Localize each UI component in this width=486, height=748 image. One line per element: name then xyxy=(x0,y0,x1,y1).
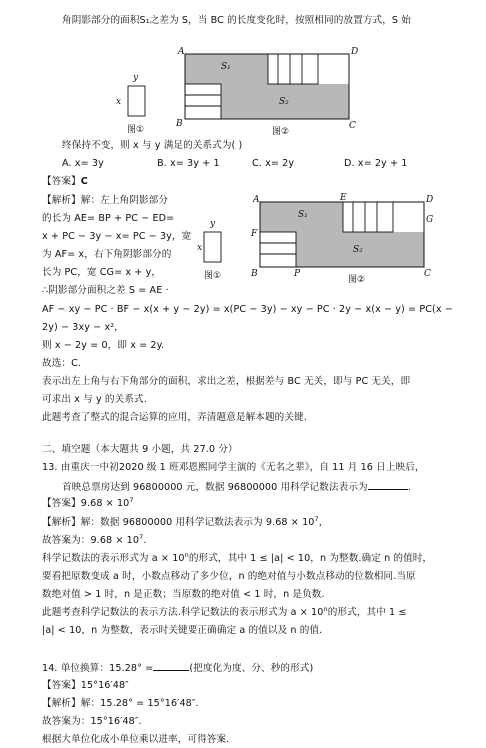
q13-explain-2: 故答案为：$9.68 \times 10^7$. xyxy=(42,532,147,546)
q12-explain-13: 此题考查了整式的混合运算的应用，弄清题意是解本题的关键. xyxy=(42,412,307,423)
point-B: B xyxy=(176,119,183,129)
q13-explain-7: |a| < 10，n 为整数，表示时关键要正确确定 a 的值以及 n 的值. xyxy=(42,625,323,636)
section-heading: 二、填空题（本大题共 9 小题，共 27.0 分） xyxy=(42,444,238,455)
label-S2-2: S₂ xyxy=(353,245,363,255)
q12-explain-4: 为 AF= x，右下角阴影部分的 xyxy=(42,249,172,260)
q14-explain-1: 【解析】解：15.28° = 15°16′48″. xyxy=(42,698,199,709)
q13-line-2: 首映总票房达到 96800000 元，数据 96800000 用科学记数法表示为 . xyxy=(62,479,411,494)
figure-1-bottom xyxy=(198,216,238,286)
answer-blank xyxy=(368,479,408,490)
q13-explain-3: 科学记数法的表示形式为 $a \times 10^n$的形式，其中 1 ≤ |a| < 10，n 为整数.确定 n 的值时， xyxy=(42,550,433,564)
q14-explain-2: 故答案为：15°16′48″. xyxy=(42,716,142,727)
point-D: D xyxy=(351,47,359,57)
figure-2-top xyxy=(172,44,362,140)
q13-answer: 【答案】$9.68 \times 10^7$ xyxy=(42,495,134,509)
q12-explain-10: 故选：C. xyxy=(42,358,82,369)
point-G: G xyxy=(426,215,434,225)
point-F: F xyxy=(251,229,258,239)
q13-explain-1: 【解析】解：数据 96800000 用科学记数法表示为 $9.68 \times 10^7$， xyxy=(42,514,329,528)
figure-2-caption-2: 图② xyxy=(348,275,366,285)
q13-explain-6: 此题考查科学记数法的表示方法.科学记数法的表示形式为 $a \times 10^n$的形式，其中 1 ≤ xyxy=(42,604,407,618)
label-S1: S₁ xyxy=(221,62,231,72)
q14-line-1: 14. 单位换算：15.28° = (把度化为度、分、秒的形式) xyxy=(42,660,313,675)
figure-1-caption-2: 图① xyxy=(204,271,222,281)
option-c: C. x= 2y xyxy=(252,158,295,169)
q12-explain-1: 【解析】解：左上角阴影部分 xyxy=(42,195,169,206)
q12-explain-2: 的长为 AE= BP + PC − ED= xyxy=(42,213,175,224)
small-rectangle xyxy=(128,86,145,116)
q12-explain-11: 表示出左上角与右下角部分的面积，求出之差，根据差与 BC 无关，即与 PC 无关，即 xyxy=(42,376,411,387)
answer-blank-2 xyxy=(153,660,189,671)
figure-1-caption: 图① xyxy=(127,125,145,135)
q12-explain-7: AF − xy − PC · BF − x(x + y − 2y) = x(PC − 3y) − xy − PC · 2y − x(x − y) = PC(x − xyxy=(42,304,453,315)
option-a: A. x= 3y xyxy=(62,158,104,169)
q13-explain-5: 数绝对值 > 1 时，n 是正数；当原数的绝对值 < 1 时，n 是负数. xyxy=(42,589,325,600)
label-y: y xyxy=(133,73,139,83)
label-y-2: y xyxy=(210,219,216,229)
q12-explain-5: 长为 PC，宽 CG= x + y， xyxy=(42,267,162,278)
option-d: D. x= 2y + 1 xyxy=(344,158,408,169)
q12-explain-12: 可求出 x 与 y 的关系式. xyxy=(42,394,147,405)
point-P: P xyxy=(294,269,301,279)
point-C-2: C xyxy=(424,269,431,279)
q13-line-1: 13. 由重庆一中初2020 级 1 班邓恩熙同学主演的《无名之辈》，自 11 月 16 日上映后， xyxy=(42,462,425,473)
q12-text-top: 角阴影部分的面积S₁之差为 S，当 BC 的长度变化时，按照相同的放置方式，S 始 xyxy=(62,15,411,26)
q14-answer: 【答案】15°16′48″ xyxy=(42,680,129,691)
label-x: x xyxy=(116,97,122,107)
option-b: B. x= 3y + 1 xyxy=(157,158,220,169)
q12-explain-3: x + PC − 3y − x= PC − 3y，宽 xyxy=(42,231,192,242)
point-A-2: A xyxy=(253,195,260,205)
figure-1-top xyxy=(112,70,152,140)
q12-answer: 【答案】C xyxy=(42,176,88,187)
label-x-2: x xyxy=(197,243,203,253)
point-B-2: B xyxy=(251,269,258,279)
q12-condition: 终保持不变，则 x 与 y 满足的关系式为( ) xyxy=(62,140,243,151)
point-D-2: D xyxy=(426,195,434,205)
q12-explain-9: 则 x − 2y = 0，即 x = 2y. xyxy=(42,340,165,351)
point-C: C xyxy=(349,121,356,131)
q12-explain-8: 2y) − 3xy − x²， xyxy=(42,322,124,333)
point-A: A xyxy=(178,47,185,57)
label-S2: S₂ xyxy=(279,97,289,107)
label-S1-2: S₁ xyxy=(298,210,308,220)
point-E: E xyxy=(340,193,347,203)
q12-explain-6: ∴阴影部分面积之差 S = AE · xyxy=(42,285,169,296)
q14-explain-3: 根据大单位化成小单位乘以进率，可得答案. xyxy=(42,734,230,745)
figure-2-caption: 图② xyxy=(272,127,290,137)
q13-explain-4: 要看把原数变成 a 时，小数点移动了多少位，n 的绝对值与小数点移动的位数相同.当原 xyxy=(42,571,416,582)
figure-2-bottom xyxy=(248,192,438,288)
